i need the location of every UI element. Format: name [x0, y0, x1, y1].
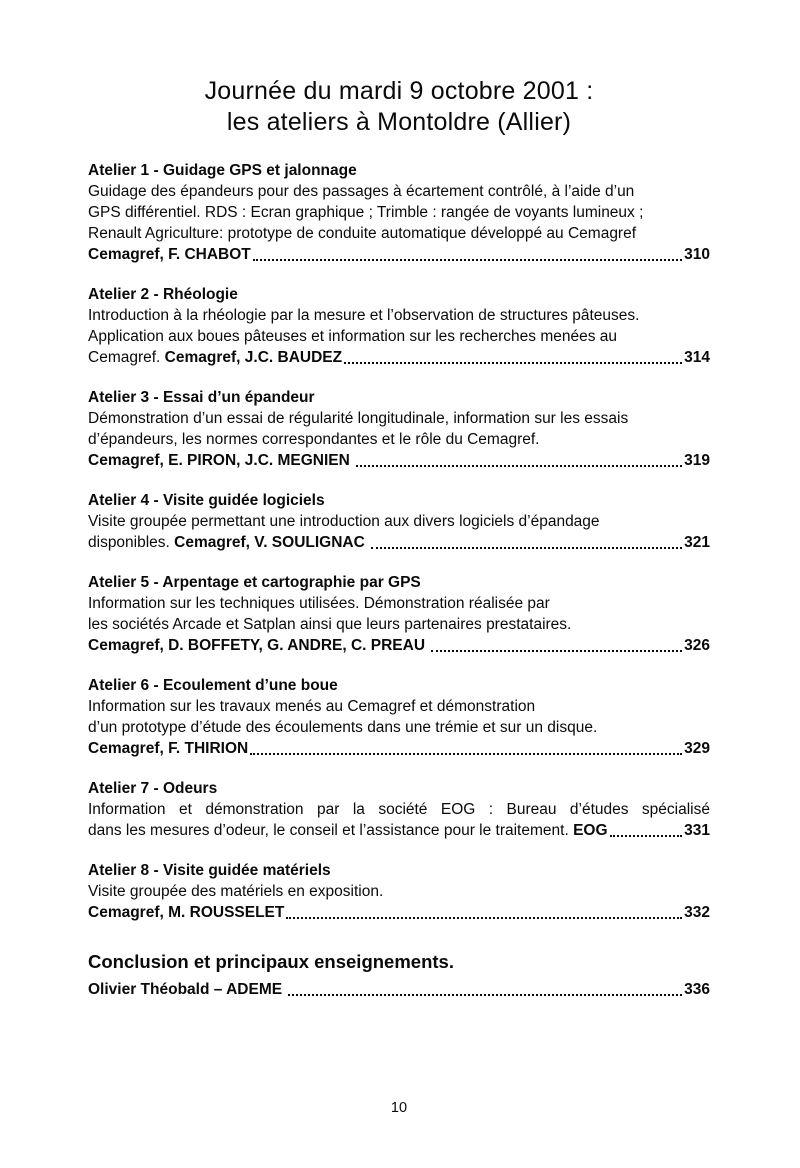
entry-heading: Atelier 8 - Visite guidée matériels — [88, 862, 331, 879]
toc-author: Cemagref, F. THIRION — [88, 740, 249, 757]
conclusion-heading: Conclusion et principaux enseignements. — [88, 951, 454, 972]
toc-entry-atelier-7 — [88, 778, 710, 841]
toc-page-number: 329 — [684, 740, 710, 757]
toc-prefix: dans les mesures d’odeur, le conseil et l’assistance pour le traitement. — [88, 822, 574, 839]
page-title-line2: les ateliers à Montoldre (Allier) — [226, 108, 572, 136]
toc-entry-atelier-2 — [88, 284, 710, 368]
toc-author: Cemagref, F. CHABOT — [88, 246, 251, 263]
toc-author: Cemagref, V. SOULIGNAC — [174, 534, 370, 551]
toc-entry-atelier-3 — [88, 387, 710, 471]
dotted-leader — [431, 650, 682, 652]
body-line: Information et démonstration par la société EOG : Bureau d’études spécialisé — [88, 801, 710, 818]
dotted-leader — [356, 465, 682, 467]
toc-prefix: disponibles. — [88, 534, 175, 551]
body-line: Information sur les travaux menés au Cemagref et démonstration — [88, 698, 536, 715]
toc-page-number: 326 — [684, 637, 710, 654]
entry-heading: Atelier 1 - Guidage GPS et jalonnage — [88, 162, 357, 179]
entry-heading: Atelier 6 - Ecoulement d’une boue — [88, 677, 338, 694]
toc-author: Cemagref, E. PIRON, J.C. MEGNIEN — [88, 452, 355, 469]
entry-heading: Atelier 3 - Essai d’un épandeur — [88, 389, 315, 406]
body-line: Introduction à la rhéologie par la mesure et l’observation de structures pâteuses. — [88, 307, 640, 324]
toc-page-number: 332 — [684, 904, 710, 921]
toc-page-number: 336 — [684, 981, 710, 998]
body-line: les sociétés Arcade et Satplan ainsi que leurs partenaires prestataires. — [88, 616, 572, 633]
toc-line — [88, 738, 710, 759]
toc-page-number: 314 — [684, 349, 710, 366]
toc-page-number: 319 — [684, 452, 710, 469]
toc-line — [88, 450, 710, 471]
entry-heading: Atelier 4 - Visite guidée logiciels — [88, 492, 325, 509]
dotted-leader — [344, 362, 682, 364]
dotted-leader — [288, 994, 682, 996]
toc-page-number: 331 — [684, 822, 710, 839]
toc-author: Cemagref, D. BOFFETY, G. ANDRE, C. PREAU — [88, 637, 430, 654]
page-footer-number: 10 — [390, 1100, 408, 1116]
toc-line — [88, 635, 710, 656]
toc-entry-atelier-4 — [88, 490, 710, 553]
entry-heading: Atelier 5 - Arpentage et cartographie par GPS — [88, 574, 421, 591]
dotted-leader — [371, 547, 682, 549]
toc-line — [88, 244, 710, 265]
body-line: Application aux boues pâteuses et information sur les recherches menées au — [88, 328, 618, 345]
page-title — [88, 76, 710, 138]
toc-author: Cemagref, J.C. BAUDEZ — [164, 349, 343, 366]
entry-heading: Atelier 2 - Rhéologie — [88, 286, 238, 303]
toc-page-number: 310 — [684, 246, 710, 263]
body-line: GPS différentiel. RDS : Ecran graphique ; Trimble : rangée de voyants lumineux ; — [88, 204, 644, 221]
body-line: Visite groupée permettant une introduction aux divers logiciels d’épandage — [88, 513, 600, 530]
toc-entry-atelier-1 — [88, 160, 710, 265]
toc-author: EOG — [573, 822, 608, 839]
toc-prefix: Cemagref. — [88, 349, 165, 366]
dotted-leader — [250, 753, 682, 755]
toc-entry-atelier-6 — [88, 675, 710, 759]
body-line: Visite groupée des matériels en exposition. — [88, 883, 384, 900]
toc-line — [88, 532, 710, 553]
body-line: Démonstration d’un essai de régularité longitudinale, information sur les essais — [88, 410, 629, 427]
toc-line — [88, 347, 710, 368]
toc-entry-atelier-8 — [88, 860, 710, 923]
dotted-leader — [610, 835, 683, 837]
toc-author: Cemagref, M. ROUSSELET — [88, 904, 285, 921]
body-line: Information sur les techniques utilisées. Démonstration réalisée par — [88, 595, 550, 612]
toc-author: Olivier Théobald – ADEME — [88, 981, 287, 998]
toc-line — [88, 820, 710, 841]
body-line: Guidage des épandeurs pour des passages à écartement contrôlé, à l’aide d’un — [88, 183, 635, 200]
toc-line — [88, 902, 710, 923]
body-line: Renault Agriculture: prototype de conduite automatique développé au Cemagref — [88, 225, 637, 242]
toc-entry-atelier-5 — [88, 572, 710, 656]
page-title-line1: Journée du mardi 9 octobre 2001 : — [204, 77, 594, 105]
body-line: d’un prototype d’étude des écoulements dans une trémie et sur un disque. — [88, 719, 598, 736]
body-line: d’épandeurs, les normes correspondantes et le rôle du Cemagref. — [88, 431, 540, 448]
toc-entry-conclusion — [88, 950, 710, 1000]
toc-page-number: 321 — [684, 534, 710, 551]
dotted-leader — [286, 917, 682, 919]
toc-line — [88, 979, 710, 1000]
entry-heading: Atelier 7 - Odeurs — [88, 780, 218, 797]
dotted-leader — [253, 259, 682, 261]
